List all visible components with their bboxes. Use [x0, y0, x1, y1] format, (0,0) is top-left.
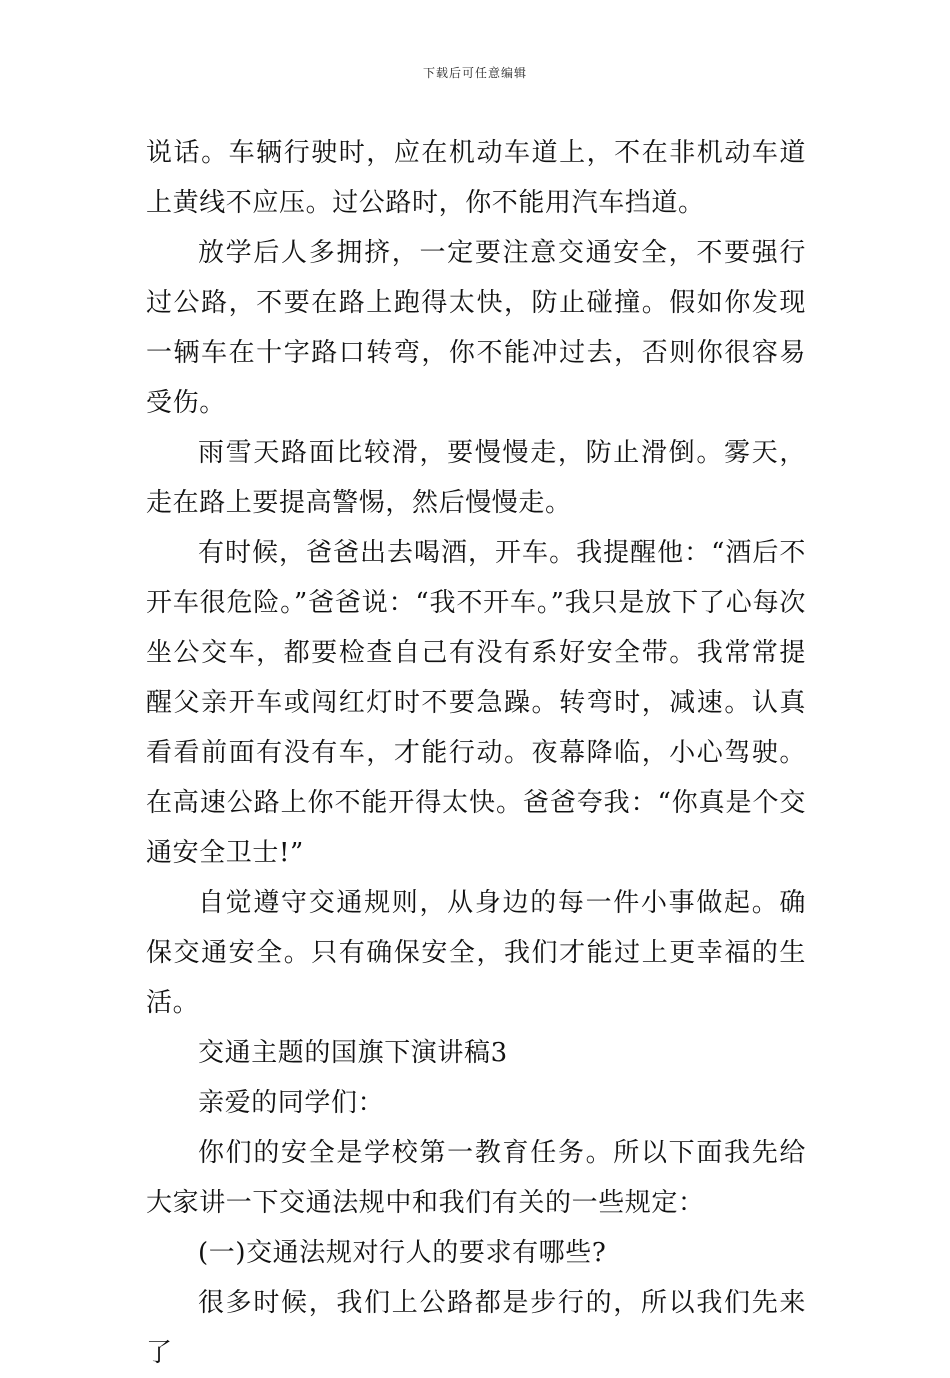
subheading: (一)交通法规对行人的要求有哪些? [198, 1238, 607, 1268]
paragraph: 有时候，爸爸出去喝酒，开车。我提醒他：“酒后不开车很危险。”爸爸说：“我不开车。”我只是放下了心每次坐公交车，都要检查自己有没有系好安全带。我常常提醒父亲开车或闯红灯时不要急躁。转弯时，减速。认真看看前面有没有车，才能行动。夜幕降临，小心驾驶。在高速公路上你不能开得太快。爸爸夸我：“你真是个交通安全卫士!” [146, 538, 806, 868]
paragraph: 雨雪天路面比较滑，要慢慢走，防止滑倒。雾天，走在路上要提高警惕，然后慢慢走。 [146, 438, 806, 518]
paragraph: 自觉遵守交通规则，从身边的每一件小事做起。确保交通安全。只有确保安全，我们才能过上更幸福的生活。 [146, 888, 806, 1018]
document-body [146, 128, 806, 1378]
section-title: 交通主题的国旗下演讲稿3 [198, 1038, 508, 1068]
paragraph-continued: 说话。车辆行驶时，应在机动车道上，不在非机动车道上黄线不应压。过公路时，你不能用汽车挡道。 [146, 138, 806, 218]
paragraph: 你们的安全是学校第一教育任务。所以下面我先给大家讲一下交通法规中和我们有关的一些规定： [146, 1138, 806, 1218]
salutation: 亲爱的同学们： [198, 1088, 385, 1118]
page-header-note: 下载后可任意编辑 [422, 66, 527, 80]
paragraph: 很多时候，我们上公路都是步行的，所以我们先来了 [146, 1288, 806, 1368]
paragraph: 放学后人多拥挤，一定要注意交通安全，不要强行过公路，不要在路上跑得太快，防止碰撞。假如你发现一辆车在十字路口转弯，你不能冲过去，否则你很容易受伤。 [146, 238, 806, 418]
